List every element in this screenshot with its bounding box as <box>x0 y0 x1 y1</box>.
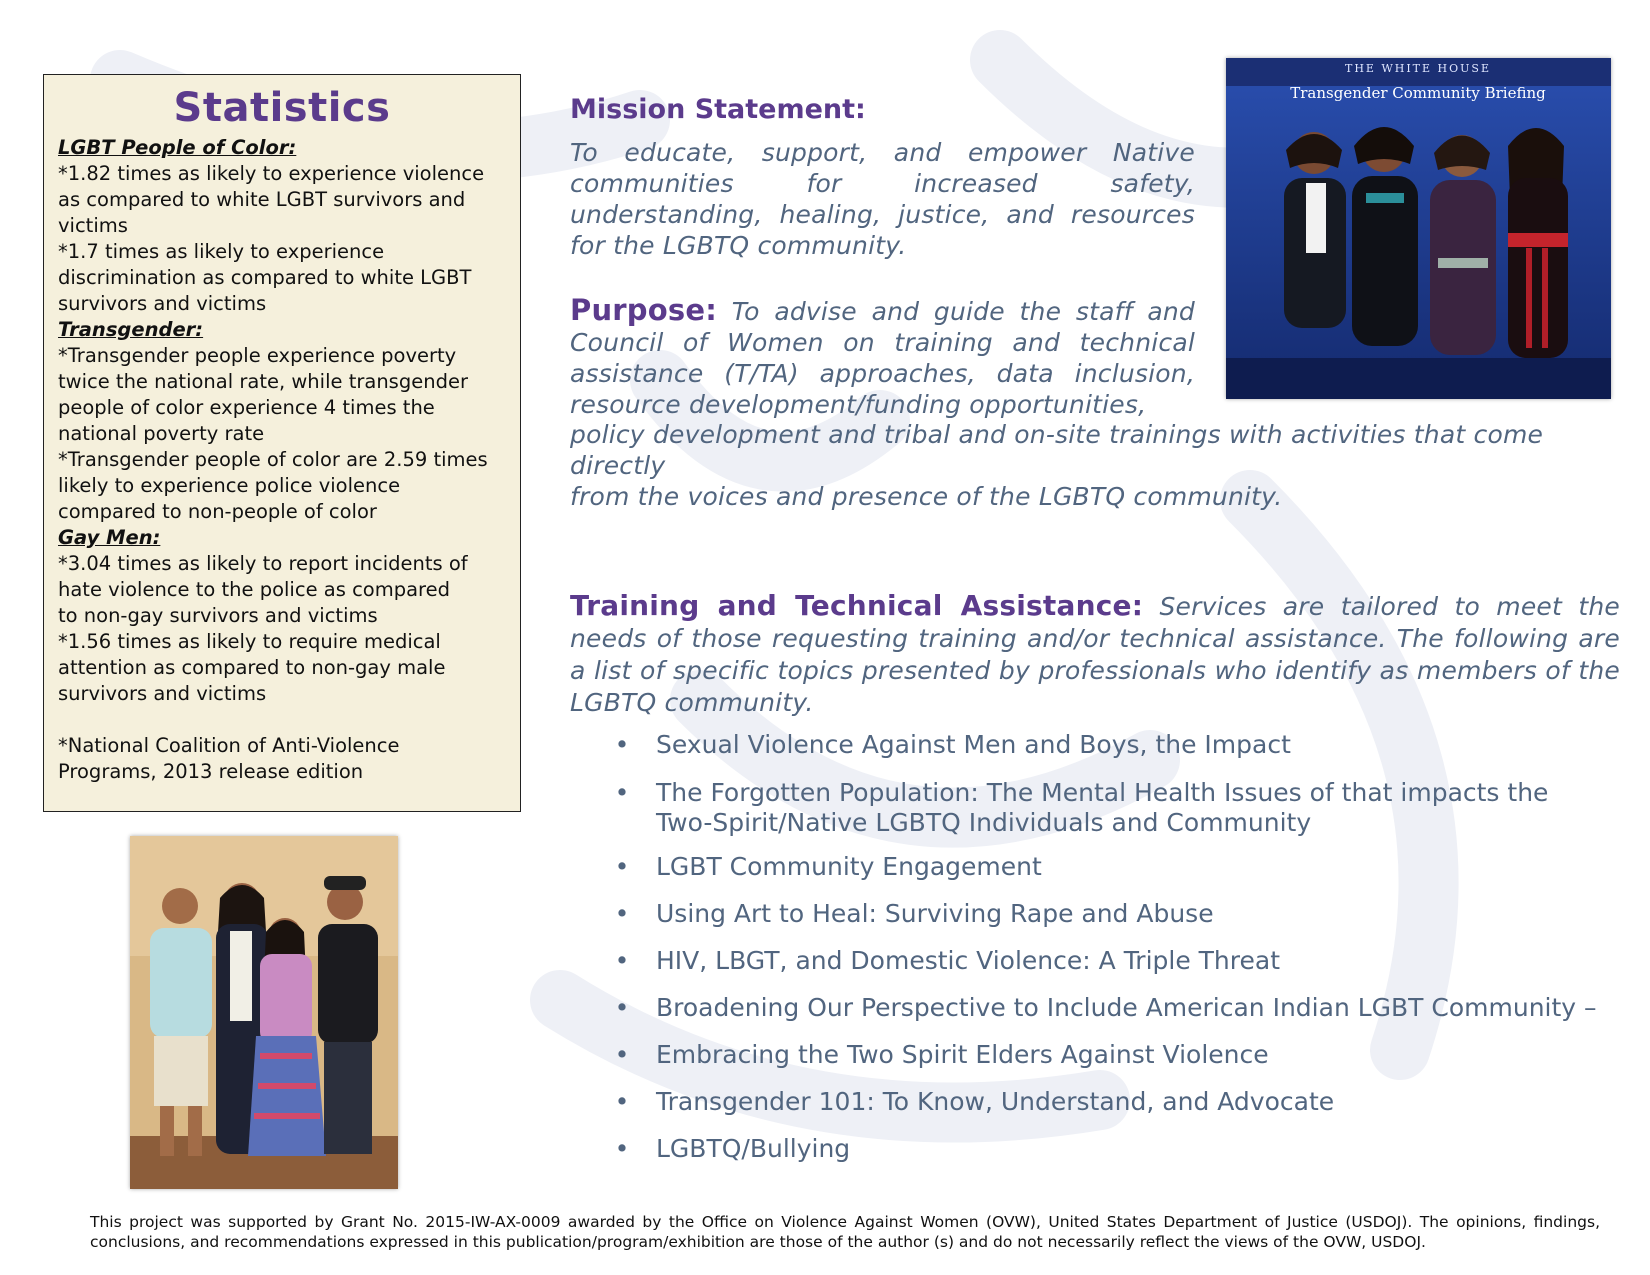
list-item <box>612 778 1612 838</box>
stat-line: twice the national rate, while transgender <box>58 370 468 393</box>
stat-line: victims <box>58 214 128 237</box>
bullet: • <box>614 730 630 759</box>
tta-body: Services are tailored to meet the needs of those requesting training and/or technical assistance. The following are a list of specific topics presented by professionals who identify as members of the LGBTQ community. <box>570 592 1620 717</box>
sign-top-text: THE WHITE HOUSE <box>1344 62 1492 75</box>
group-photo <box>130 836 398 1189</box>
purpose-wide-line: policy development and tribal and on-site trainings with activities that come directly <box>570 420 1544 480</box>
bullet: • <box>614 1134 630 1163</box>
list-item <box>612 1134 850 1164</box>
purpose-body-narrow: To advise and guide the staff and Council of Women on training and technical assistance (T/TA) approaches, data inclusion, resource development/funding opportunities, <box>570 297 1195 419</box>
topic-text: Transgender 101: To Know, Understand, and Advocate <box>656 1087 1335 1116</box>
transgender-heading: Transgender: <box>58 318 204 341</box>
purpose-body-wide <box>570 419 1620 512</box>
purpose-wide-line: from the voices and presence of the LGBTQ community. <box>570 482 1283 511</box>
purpose-block <box>570 295 1195 420</box>
gay-men-heading: Gay Men: <box>58 526 161 549</box>
topic-text: Broadening Our Perspective to Include American Indian LGBT Community – <box>656 993 1597 1022</box>
topic-text: Sexual Violence Against Men and Boys, the Impact <box>656 730 1291 759</box>
bullet: • <box>614 899 630 928</box>
bullet: • <box>614 1040 630 1069</box>
white-house-briefing-photo <box>1226 58 1611 399</box>
bullet: • <box>614 1087 630 1116</box>
source-line: *National Coalition of Anti-Violence <box>58 734 400 757</box>
stat-line: discrimination as compared to white LGBT <box>58 266 472 289</box>
list-item <box>612 852 1042 882</box>
topic-text: LGBT Community Engagement <box>656 852 1042 881</box>
topic-text: HIV, LBGT, and Domestic Violence: A Triple Threat <box>656 946 1280 975</box>
bullet: • <box>614 993 630 1022</box>
briefing-photo-illustration <box>1226 58 1611 399</box>
grant-disclaimer: This project was supported by Grant No. 2015-IW-AX-0009 awarded by the Office on Violence Against Women (OVW), United States Department of Justice (USDOJ). The opinions, findings, conclusions, and recommendations expressed in this publication/program/exhibition are those of the author (s) and do not necessarily reflect the views of the OVW, USDOJ. <box>90 1213 1600 1251</box>
bullet: • <box>614 852 630 881</box>
stat-line: *Transgender people of color are 2.59 times <box>58 448 488 471</box>
topic-text: Embracing the Two Spirit Elders Against Violence <box>656 1040 1269 1069</box>
stat-line: *1.82 times as likely to experience violence <box>58 162 485 185</box>
group-photo-illustration <box>130 836 398 1189</box>
source-line: Programs, 2013 release edition <box>58 760 364 783</box>
list-item <box>612 1087 1334 1117</box>
topic-text: LGBTQ/Bullying <box>656 1134 851 1163</box>
stat-line: *1.7 times as likely to experience <box>58 240 385 263</box>
bullet: • <box>614 778 630 807</box>
mission-title: Mission Statement: <box>570 94 866 125</box>
tta-label: Training and Technical Assistance: <box>570 589 1144 622</box>
stat-line: *1.56 times as likely to require medical <box>58 630 441 653</box>
purpose-label: Purpose: <box>570 293 718 327</box>
topic-text: Using Art to Heal: Surviving Rape and Abuse <box>656 899 1214 928</box>
stat-line: likely to experience police violence <box>58 474 401 497</box>
list-item <box>612 730 1291 760</box>
statistics-box <box>43 74 521 812</box>
stat-line: *Transgender people experience poverty <box>58 344 457 367</box>
stat-line: attention as compared to non-gay male <box>58 656 446 679</box>
stat-line: survivors and victims <box>58 682 267 705</box>
list-item <box>612 993 1597 1023</box>
stat-line: people of color experience 4 times the <box>58 396 435 419</box>
bullet: • <box>614 946 630 975</box>
stat-line: to non-gay survivors and victims <box>58 604 378 627</box>
stat-line: national poverty rate <box>58 422 265 445</box>
lgbt-poc-heading: LGBT People of Color: <box>58 136 297 159</box>
statistics-title: Statistics <box>173 85 391 131</box>
stat-line: hate violence to the police as compared <box>58 578 451 601</box>
list-item <box>612 899 1214 929</box>
tta-block <box>570 590 1620 719</box>
stat-line: as compared to white LGBT survivors and <box>58 188 466 211</box>
topic-text: The Forgotten Population: The Mental Health Issues of that impacts the Two-Spirit/Native LGBTQ Individuals and Community <box>656 778 1549 837</box>
stat-line: survivors and victims <box>58 292 267 315</box>
mission-body: To educate, support, and empower Native communities for increased safety, understanding, healing, justice, and resources for the LGBTQ community. <box>570 138 1195 260</box>
stat-line: compared to non-people of color <box>58 500 377 523</box>
sign-banner-text: Transgender Community Briefing <box>1290 84 1546 102</box>
list-item <box>612 946 1280 976</box>
stat-line: *3.04 times as likely to report incidents of <box>58 552 468 575</box>
list-item <box>612 1040 1269 1070</box>
